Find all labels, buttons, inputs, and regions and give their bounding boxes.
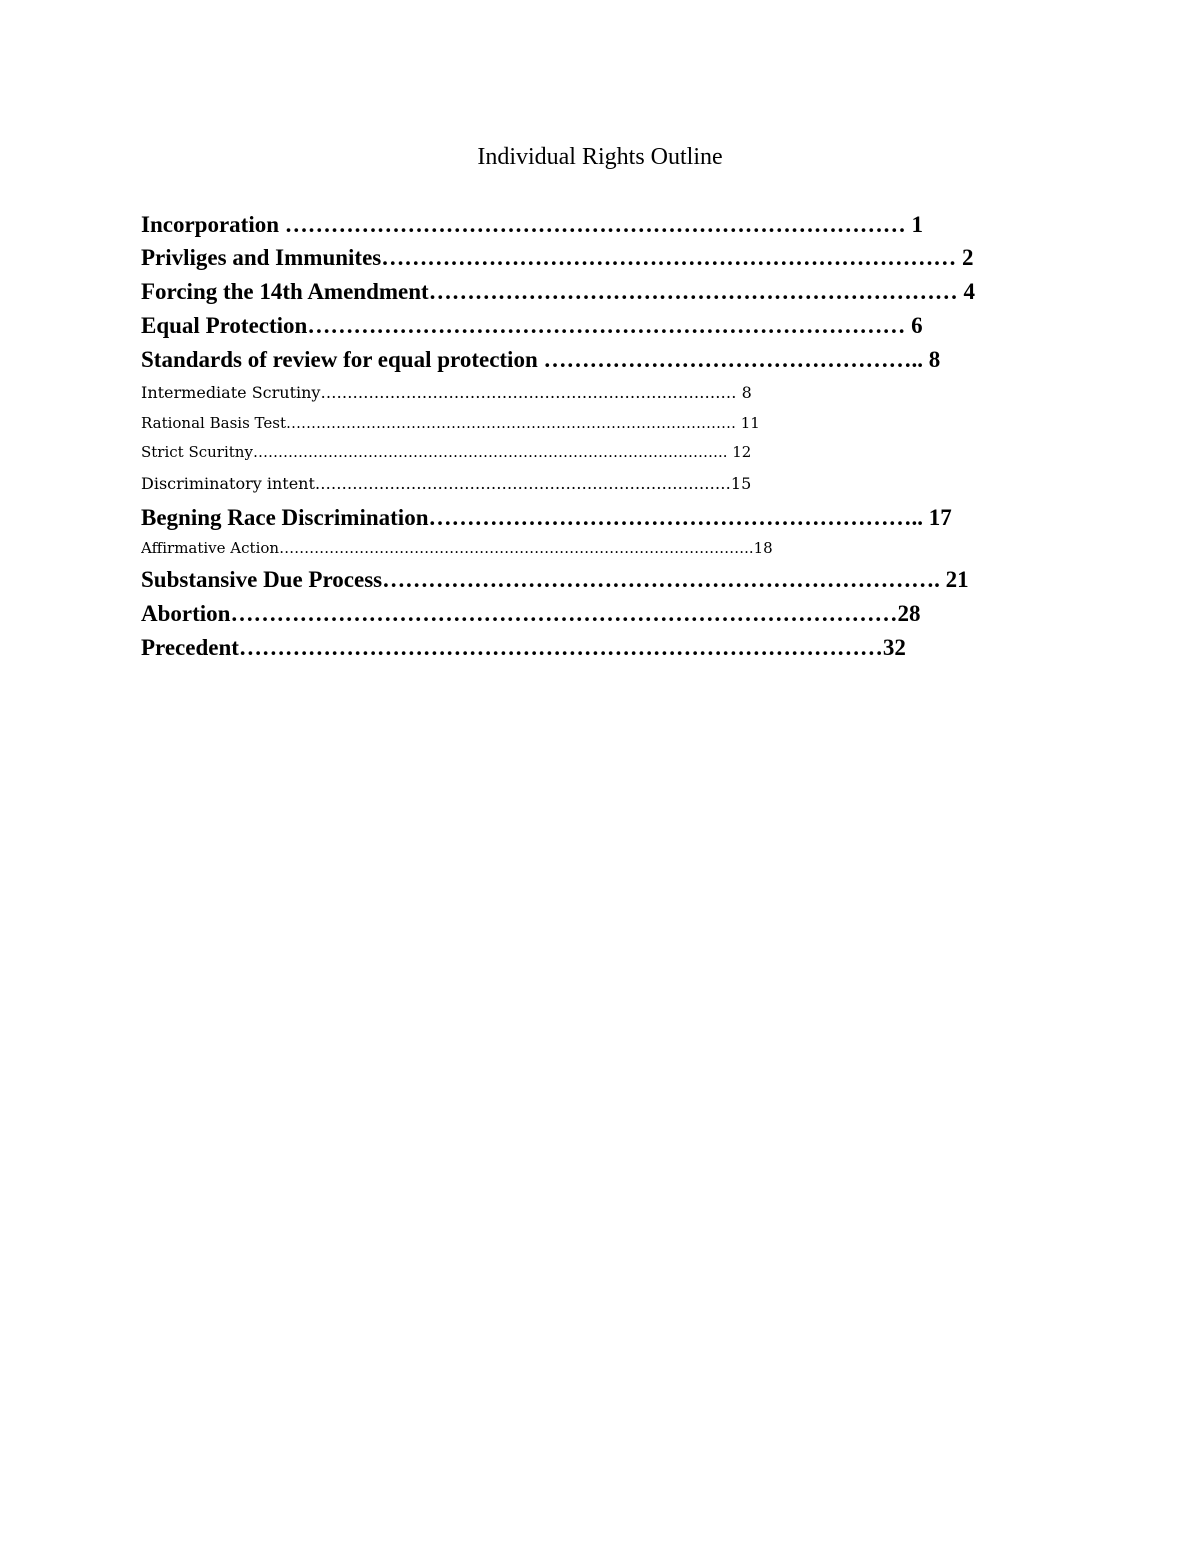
toc-entry-intermediate-scrutiny: [141, 382, 1013, 404]
toc-leader: ………………………………………………………………………: [284, 212, 912, 237]
toc-entry-race-discrimination: [141, 503, 1027, 533]
toc-page-number: 15: [730, 474, 752, 493]
toc-label: Affirmative Action: [141, 539, 280, 557]
toc-page-number: 21: [945, 567, 969, 592]
toc-entry-discriminatory-intent: [141, 473, 1017, 495]
toc-entry-standards-of-review: [141, 345, 1021, 375]
toc-leader: ………………………………………………………..: [428, 505, 929, 530]
toc-leader: ……………………………………………………………………: [320, 383, 742, 402]
toc-leader: …………………………………………..: [543, 347, 929, 372]
toc-entry-affirmative-action: [141, 537, 987, 559]
toc-entry-abortion: [141, 599, 1027, 629]
toc-leader: ……………………………………………………………………: [314, 474, 731, 493]
toc-leader: …………………………………………………………………: [381, 245, 962, 270]
toc-label: Precedent: [141, 635, 239, 660]
toc-leader: ……………………………………………………………………: [307, 313, 912, 338]
toc-entry-privileges-immunities: [141, 243, 1021, 273]
toc-leader: …………………………………………………………………………………..: [252, 443, 733, 461]
toc-label: Standards of review for equal protection: [141, 347, 544, 372]
toc-leader: ……………………………………………………………: [428, 279, 964, 304]
toc-leader: ……………………………………………………………….: [382, 567, 946, 592]
toc-leader: …………………………………………………………………………: [238, 635, 883, 660]
toc-page-number: 8: [741, 383, 752, 402]
toc-page-number: 6: [911, 313, 923, 338]
toc-label: Intermediate Scrutiny: [141, 383, 321, 402]
toc-label: Incorporation: [141, 212, 285, 237]
toc-page-number: 4: [963, 279, 975, 304]
toc-label: Begning Race Discrimination: [141, 505, 429, 530]
toc-entry-precedent: [141, 633, 1035, 663]
toc-entry-strict-scrutiny: [141, 441, 989, 463]
toc-label: Equal Protection: [141, 313, 308, 338]
toc-leader: …………………………………………………………………………………..: [279, 539, 754, 557]
toc-label: Abortion: [141, 601, 231, 626]
toc-label: Forcing the 14th Amendment: [141, 279, 429, 304]
toc-entry-substantive-due-process: [141, 565, 1023, 595]
toc-page-number: 2: [961, 245, 974, 270]
toc-leader: ………………………………………………………………………………: [285, 414, 741, 432]
toc-page-number: 12: [732, 443, 752, 461]
toc-page-number: 28: [897, 601, 921, 626]
toc-leader: ……………………………………………………………………………: [230, 601, 898, 626]
toc-entry-14th-amendment: [141, 277, 1021, 307]
toc-page-number: 8: [928, 347, 941, 372]
document-title: Individual Rights Outline: [477, 144, 723, 170]
toc-page-number: 11: [740, 414, 760, 432]
toc-page-number: 32: [882, 635, 906, 660]
toc-label: Discriminatory intent: [141, 474, 315, 493]
toc-page-number: 17: [928, 505, 952, 530]
toc-label: Substansive Due Process: [141, 567, 383, 592]
toc-label: Rational Basis Test: [141, 414, 286, 432]
toc-label: Strict Scuritny: [141, 443, 253, 461]
toc-page-number: 1: [911, 212, 923, 237]
toc-page-number: 18: [753, 539, 773, 557]
toc-entry-rational-basis: [141, 412, 987, 434]
toc-label: Privliges and Immunites: [141, 245, 382, 270]
toc-entry-equal-protection: [141, 311, 1021, 341]
toc-entry-incorporation: [141, 210, 1021, 240]
